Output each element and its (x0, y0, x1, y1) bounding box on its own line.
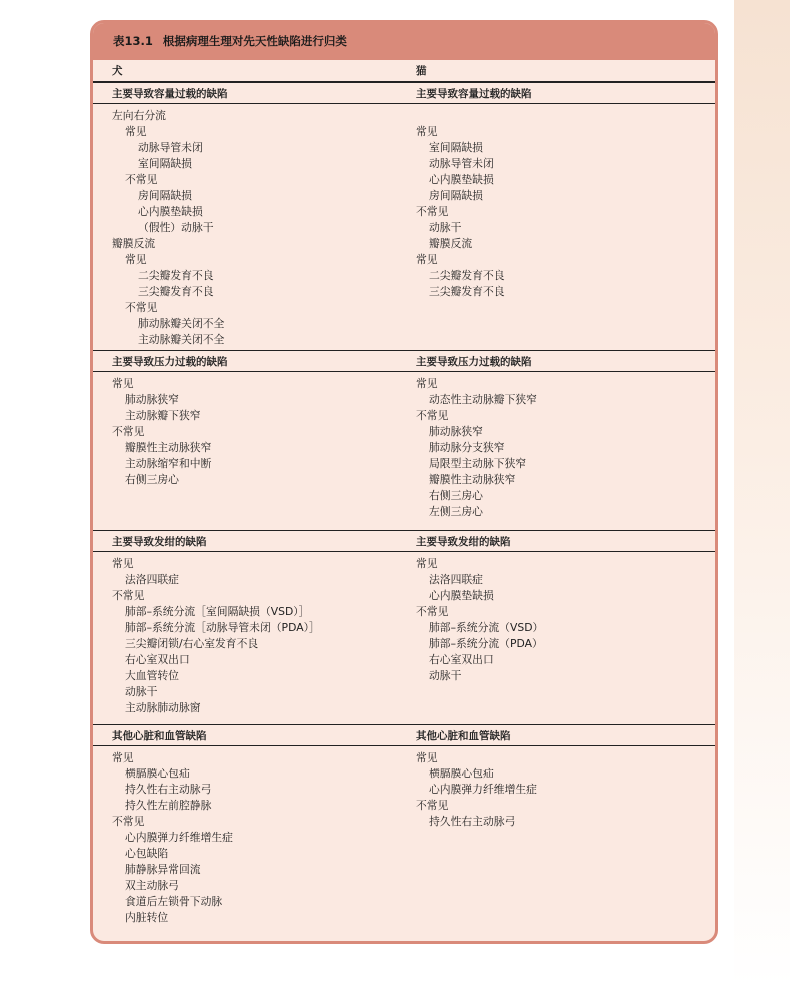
list-item: 右心室双出口 (429, 653, 494, 666)
list-item: 持久性左前腔静脉 (125, 799, 212, 812)
list-item: 不常见 (125, 173, 158, 186)
dog-defect-list (112, 376, 211, 488)
section-header-dog: 主要导致发绀的缺陷 (112, 536, 207, 548)
list-item: 常见 (112, 557, 134, 570)
table-13-1 (90, 20, 718, 944)
list-item: 动脉导管未闭 (429, 157, 494, 170)
list-item: 肺动脉狭窄 (429, 425, 483, 438)
list-item: 主动脉瓣下狭窄 (125, 409, 201, 422)
table-title-bar (93, 23, 715, 60)
list-item: 室间隔缺损 (138, 157, 192, 170)
list-item: 三尖瓣闭锁/右心室发育不良 (125, 637, 259, 650)
list-item: 常见 (416, 751, 438, 764)
list-item: 左向右分流 (112, 109, 166, 122)
cat-defect-list (416, 556, 543, 684)
list-item: 肺动脉瓣关闭不全 (138, 317, 225, 330)
section-header (93, 350, 715, 372)
list-item: （假性）动脉干 (138, 221, 214, 234)
list-item: 横膈膜心包疝 (125, 767, 190, 780)
section-header-cat: 主要导致压力过载的缺陷 (416, 356, 532, 368)
table-number: 表13.1 (113, 34, 153, 48)
list-item: 持久性右主动脉弓 (429, 815, 516, 828)
list-item: 内脏转位 (125, 911, 169, 924)
section-header-cat: 其他心脏和血管缺陷 (416, 730, 511, 742)
list-item: 瓣膜反流 (429, 237, 473, 250)
list-item: 心内膜弹力纤维增生症 (429, 783, 537, 796)
list-item: 肺静脉异常回流 (125, 863, 201, 876)
section-header-cat: 主要导致容量过载的缺陷 (416, 88, 532, 100)
list-item: 三尖瓣发育不良 (138, 285, 214, 298)
section-header (93, 82, 715, 104)
list-item: 动脉干 (429, 221, 462, 234)
list-item: 不常见 (416, 799, 449, 812)
list-item (416, 108, 505, 124)
section-header-dog: 主要导致容量过载的缺陷 (112, 88, 228, 100)
dog-defect-list (112, 108, 224, 348)
list-item: 不常见 (125, 301, 158, 314)
list-item: 房间隔缺损 (429, 189, 483, 202)
section-header-dog: 主要导致压力过载的缺陷 (112, 356, 228, 368)
column-header-dog: 犬 (112, 65, 123, 77)
list-item: 动脉干 (125, 685, 158, 698)
section-header-dog: 其他心脏和血管缺陷 (112, 730, 207, 742)
list-item: 主动脉瓣关闭不全 (138, 333, 225, 346)
list-item: 常见 (125, 253, 147, 266)
list-item: 法洛四联症 (429, 573, 483, 586)
table-title: 根据病理生理对先天性缺陷进行归类 (162, 34, 347, 48)
list-item: 心内膜垫缺损 (429, 589, 494, 602)
list-item: 常见 (112, 751, 134, 764)
list-item: 肺部–系统分流（VSD） (429, 621, 544, 634)
cat-defect-list (416, 750, 537, 830)
list-item: 肺动脉狭窄 (125, 393, 179, 406)
list-item: 动态性主动脉瓣下狭窄 (429, 393, 537, 406)
list-item: 三尖瓣发育不良 (429, 285, 505, 298)
cat-defect-list (416, 376, 537, 520)
list-item: 右心室双出口 (125, 653, 190, 666)
list-item: 常见 (416, 253, 438, 266)
list-item: 左侧三房心 (429, 505, 483, 518)
list-item: 心内膜弹力纤维增生症 (125, 831, 233, 844)
list-item: 常见 (112, 377, 134, 390)
list-item: 主动脉肺动脉窗 (125, 701, 201, 714)
column-header-cat: 猫 (416, 65, 427, 77)
list-item: 瓣膜性主动脉狭窄 (125, 441, 212, 454)
list-item: 瓣膜性主动脉狭窄 (429, 473, 516, 486)
decorative-side-strip (734, 0, 790, 987)
dog-defect-list (112, 556, 320, 716)
list-item: 二尖瓣发育不良 (429, 269, 505, 282)
column-header-row (93, 60, 715, 82)
list-item: 双主动脉弓 (125, 879, 179, 892)
list-item: 心内膜垫缺损 (138, 205, 203, 218)
list-item: 常见 (416, 377, 438, 390)
section-header (93, 530, 715, 552)
list-item: 常见 (125, 125, 147, 138)
list-item: 瓣膜反流 (112, 237, 156, 250)
list-item: 动脉导管未闭 (138, 141, 203, 154)
list-item: 房间隔缺损 (138, 189, 192, 202)
list-item: 法洛四联症 (125, 573, 179, 586)
list-item: 不常见 (112, 589, 145, 602)
list-item: 常见 (416, 125, 438, 138)
list-item: 肺部–系统分流［室间隔缺损（VSD）］ (125, 605, 310, 618)
list-item: 横膈膜心包疝 (429, 767, 494, 780)
list-item: 肺部–系统分流（PDA） (429, 637, 543, 650)
list-item: 室间隔缺损 (429, 141, 483, 154)
list-item: 右侧三房心 (429, 489, 483, 502)
list-item: 局限型主动脉下狭窄 (429, 457, 527, 470)
list-item: 主动脉缩窄和中断 (125, 457, 212, 470)
list-item: 食道后左锁骨下动脉 (125, 895, 223, 908)
list-item: 心内膜垫缺损 (429, 173, 494, 186)
list-item: 不常见 (416, 409, 449, 422)
list-item: 不常见 (416, 605, 449, 618)
list-item: 肺动脉分支狭窄 (429, 441, 505, 454)
list-item: 右侧三房心 (125, 473, 179, 486)
section-header (93, 724, 715, 746)
list-item: 持久性右主动脉弓 (125, 783, 212, 796)
list-item: 心包缺陷 (125, 847, 169, 860)
list-item: 二尖瓣发育不良 (138, 269, 214, 282)
list-item: 不常见 (112, 425, 145, 438)
list-item: 不常见 (416, 205, 449, 218)
list-item: 常见 (416, 557, 438, 570)
list-item: 大血管转位 (125, 669, 179, 682)
list-item: 不常见 (112, 815, 145, 828)
section-header-cat: 主要导致发绀的缺陷 (416, 536, 511, 548)
cat-defect-list (416, 108, 505, 300)
dog-defect-list (112, 750, 233, 926)
list-item: 动脉干 (429, 669, 462, 682)
list-item: 肺部–系统分流［动脉导管未闭（PDA）］ (125, 621, 320, 634)
